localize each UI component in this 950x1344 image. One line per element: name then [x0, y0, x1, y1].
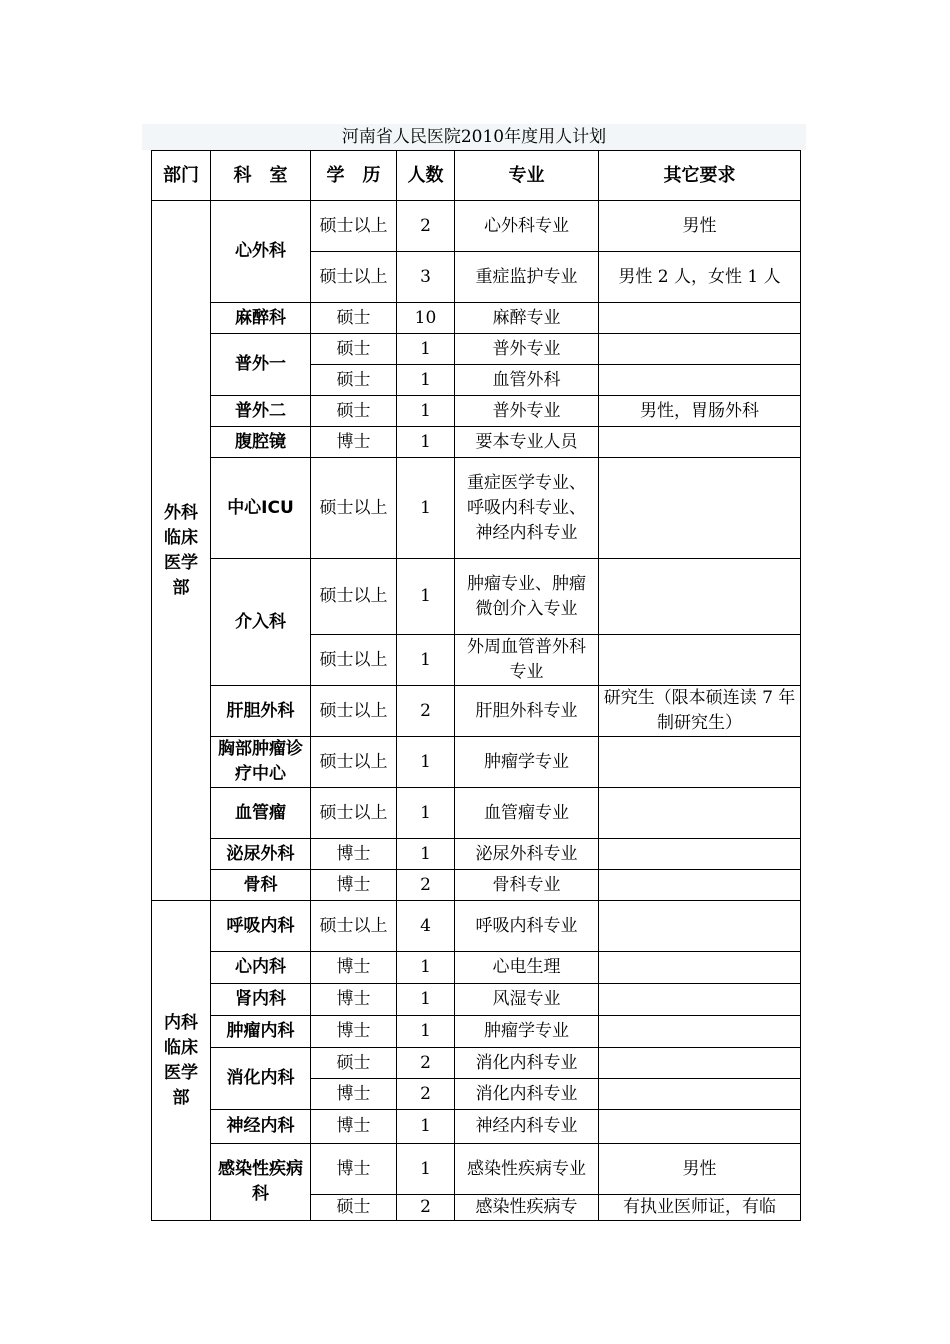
major-cell: 血管外科	[455, 365, 599, 396]
header-other: 其它要求	[599, 151, 801, 201]
count-cell: 1	[397, 1016, 455, 1048]
table-row	[152, 737, 801, 788]
edu-cell: 博士	[311, 1110, 397, 1144]
major-cell: 重症监护专业	[455, 252, 599, 303]
count-cell: 2	[397, 870, 455, 901]
other-cell	[599, 1016, 801, 1048]
other-cell: 男性	[599, 1144, 801, 1195]
room-cell: 介入科	[211, 559, 311, 686]
major-cell: 肿瘤专业、肿瘤微创介入专业	[455, 559, 599, 635]
table-row	[152, 334, 801, 365]
major-cell: 感染性疾病专	[455, 1195, 599, 1221]
edu-cell: 硕士以上	[311, 737, 397, 788]
edu-cell: 博士	[311, 952, 397, 984]
edu-cell: 博士	[311, 839, 397, 870]
edu-cell: 硕士	[311, 365, 397, 396]
major-cell: 消化内科专业	[455, 1048, 599, 1079]
count-cell: 1	[397, 952, 455, 984]
count-cell: 2	[397, 201, 455, 252]
major-cell: 心电生理	[455, 952, 599, 984]
edu-cell: 硕士以上	[311, 559, 397, 635]
other-cell: 研究生（限本硕连读 7 年制研究生）	[599, 686, 801, 737]
other-cell	[599, 635, 801, 686]
other-cell	[599, 788, 801, 839]
major-cell: 神经内科专业	[455, 1110, 599, 1144]
other-cell	[599, 365, 801, 396]
table-row	[152, 458, 801, 559]
other-cell	[599, 984, 801, 1016]
table-header-row	[152, 151, 801, 201]
dept-cell: 外科临床医学部	[152, 201, 211, 901]
room-cell: 肿瘤内科	[211, 1016, 311, 1048]
count-cell: 3	[397, 252, 455, 303]
edu-cell: 博士	[311, 1079, 397, 1110]
major-cell: 泌尿外科专业	[455, 839, 599, 870]
count-cell: 2	[397, 1079, 455, 1110]
major-cell: 要本专业人员	[455, 427, 599, 458]
table-row	[152, 1048, 801, 1079]
edu-cell: 硕士以上	[311, 901, 397, 952]
table-row	[152, 427, 801, 458]
other-cell: 有执业医师证，有临	[599, 1195, 801, 1221]
edu-cell: 硕士以上	[311, 788, 397, 839]
other-cell	[599, 303, 801, 334]
other-cell	[599, 458, 801, 559]
room-cell: 感染性疾病科	[211, 1144, 311, 1221]
room-cell: 腹腔镜	[211, 427, 311, 458]
page-title: 河南省人民医院2010年度用人计划	[341, 127, 607, 147]
edu-cell: 硕士以上	[311, 686, 397, 737]
major-cell: 麻醉专业	[455, 303, 599, 334]
room-cell: 肝胆外科	[211, 686, 311, 737]
room-cell: 肾内科	[211, 984, 311, 1016]
other-cell	[599, 952, 801, 984]
count-cell: 1	[397, 334, 455, 365]
count-cell: 1	[397, 396, 455, 427]
count-cell: 1	[397, 839, 455, 870]
table-row	[152, 788, 801, 839]
count-cell: 1	[397, 458, 455, 559]
major-cell: 外周血管普外科专业	[455, 635, 599, 686]
edu-cell: 硕士	[311, 1195, 397, 1221]
count-cell: 1	[397, 788, 455, 839]
other-cell: 男性	[599, 201, 801, 252]
table-row	[152, 201, 801, 252]
count-cell: 2	[397, 1048, 455, 1079]
major-cell: 普外专业	[455, 396, 599, 427]
room-cell: 神经内科	[211, 1110, 311, 1144]
edu-cell: 硕士以上	[311, 252, 397, 303]
room-cell: 心内科	[211, 952, 311, 984]
count-cell: 1	[397, 737, 455, 788]
hiring-plan-table	[151, 150, 801, 1221]
major-cell: 血管瘤专业	[455, 788, 599, 839]
dept-cell: 内科临床医学部	[152, 901, 211, 1221]
other-cell	[599, 737, 801, 788]
header-education: 学 历	[311, 151, 397, 201]
count-cell: 1	[397, 559, 455, 635]
other-cell	[599, 901, 801, 952]
other-cell	[599, 870, 801, 901]
edu-cell: 硕士	[311, 303, 397, 334]
count-cell: 1	[397, 427, 455, 458]
header-dept: 部门	[152, 151, 211, 201]
major-cell: 风湿专业	[455, 984, 599, 1016]
edu-cell: 博士	[311, 427, 397, 458]
other-cell	[599, 334, 801, 365]
header-count: 人数	[397, 151, 455, 201]
major-cell: 肝胆外科专业	[455, 686, 599, 737]
edu-cell: 硕士以上	[311, 458, 397, 559]
room-cell: 心外科	[211, 201, 311, 303]
edu-cell: 硕士	[311, 334, 397, 365]
table-row	[152, 984, 801, 1016]
major-cell: 肿瘤学专业	[455, 737, 599, 788]
major-cell: 呼吸内科专业	[455, 901, 599, 952]
count-cell: 2	[397, 686, 455, 737]
edu-cell: 博士	[311, 1016, 397, 1048]
other-cell: 男性，胃肠外科	[599, 396, 801, 427]
count-cell: 1	[397, 984, 455, 1016]
count-cell: 1	[397, 635, 455, 686]
table-row	[152, 303, 801, 334]
room-cell: 普外二	[211, 396, 311, 427]
edu-cell: 硕士以上	[311, 635, 397, 686]
table-row	[152, 952, 801, 984]
count-cell: 4	[397, 901, 455, 952]
count-cell: 1	[397, 1144, 455, 1195]
major-cell: 心外科专业	[455, 201, 599, 252]
major-cell: 重症医学专业、呼吸内科专业、神经内科专业	[455, 458, 599, 559]
room-cell: 骨科	[211, 870, 311, 901]
room-cell: 中心ICU	[211, 458, 311, 559]
room-cell: 麻醉科	[211, 303, 311, 334]
other-cell	[599, 1048, 801, 1079]
table-row	[152, 839, 801, 870]
header-major: 专业	[455, 151, 599, 201]
room-cell: 胸部肿瘤诊疗中心	[211, 737, 311, 788]
table-row	[152, 559, 801, 635]
table-row	[152, 396, 801, 427]
room-cell: 呼吸内科	[211, 901, 311, 952]
other-cell	[599, 1110, 801, 1144]
edu-cell: 博士	[311, 870, 397, 901]
other-cell	[599, 559, 801, 635]
table-row	[152, 686, 801, 737]
major-cell: 感染性疾病专业	[455, 1144, 599, 1195]
major-cell: 普外专业	[455, 334, 599, 365]
header-room: 科 室	[211, 151, 311, 201]
major-cell: 消化内科专业	[455, 1079, 599, 1110]
count-cell: 2	[397, 1195, 455, 1221]
room-cell: 血管瘤	[211, 788, 311, 839]
other-cell: 男性 2 人，女性 1 人	[599, 252, 801, 303]
count-cell: 1	[397, 365, 455, 396]
table-row	[152, 870, 801, 901]
major-cell: 肿瘤学专业	[455, 1016, 599, 1048]
other-cell	[599, 427, 801, 458]
edu-cell: 硕士	[311, 1048, 397, 1079]
edu-cell: 博士	[311, 984, 397, 1016]
count-cell: 1	[397, 1110, 455, 1144]
table-row	[152, 1016, 801, 1048]
room-cell: 消化内科	[211, 1048, 311, 1110]
other-cell	[599, 1079, 801, 1110]
edu-cell: 硕士以上	[311, 201, 397, 252]
table-row	[152, 901, 801, 952]
room-cell: 泌尿外科	[211, 839, 311, 870]
table-row	[152, 1144, 801, 1195]
count-cell: 10	[397, 303, 455, 334]
other-cell	[599, 839, 801, 870]
table-row	[152, 1110, 801, 1144]
edu-cell: 博士	[311, 1144, 397, 1195]
major-cell: 骨科专业	[455, 870, 599, 901]
room-cell: 普外一	[211, 334, 311, 396]
edu-cell: 硕士	[311, 396, 397, 427]
